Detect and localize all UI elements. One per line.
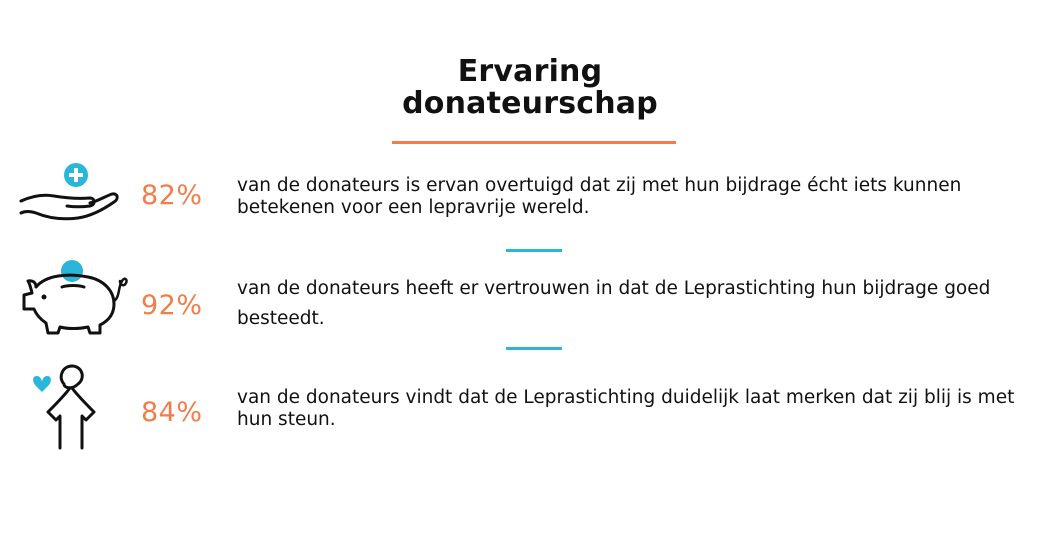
page-title-line-2: donateurschap (402, 86, 658, 121)
piggy-bank-icon (16, 257, 130, 337)
stat-description (237, 387, 1052, 431)
stat-description-line-1: van de donateurs vindt dat de Leprastichting duidelijk laat merken dat zij blij is met (237, 387, 1015, 408)
section-divider (506, 347, 562, 350)
section-divider (506, 249, 562, 252)
stat-description (237, 175, 1052, 219)
page-title-line-1: Ervaring (457, 54, 603, 89)
stat-description (237, 278, 1052, 330)
stat-description-line-1: van de donateurs is ervan overtuigd dat zij met hun bijdrage écht iets kunnen (237, 175, 962, 196)
stat-description-line-2: betekenen voor een lepravrije wereld. (237, 197, 590, 218)
stat-percent: 84% (141, 397, 203, 428)
stat-percent: 82% (141, 180, 203, 211)
title-underline (392, 141, 676, 144)
page-title (330, 56, 730, 120)
stat-description-line-2: hun steun. (237, 409, 336, 430)
hand-plus-icon (18, 160, 122, 230)
stat-percent: 92% (141, 290, 203, 321)
person-heart-icon (26, 362, 110, 452)
stat-description-line-2: besteedt. (237, 308, 325, 329)
stat-description-line-1: van de donateurs heeft er vertrouwen in dat de Leprastichting hun bijdrage goed (237, 278, 991, 299)
